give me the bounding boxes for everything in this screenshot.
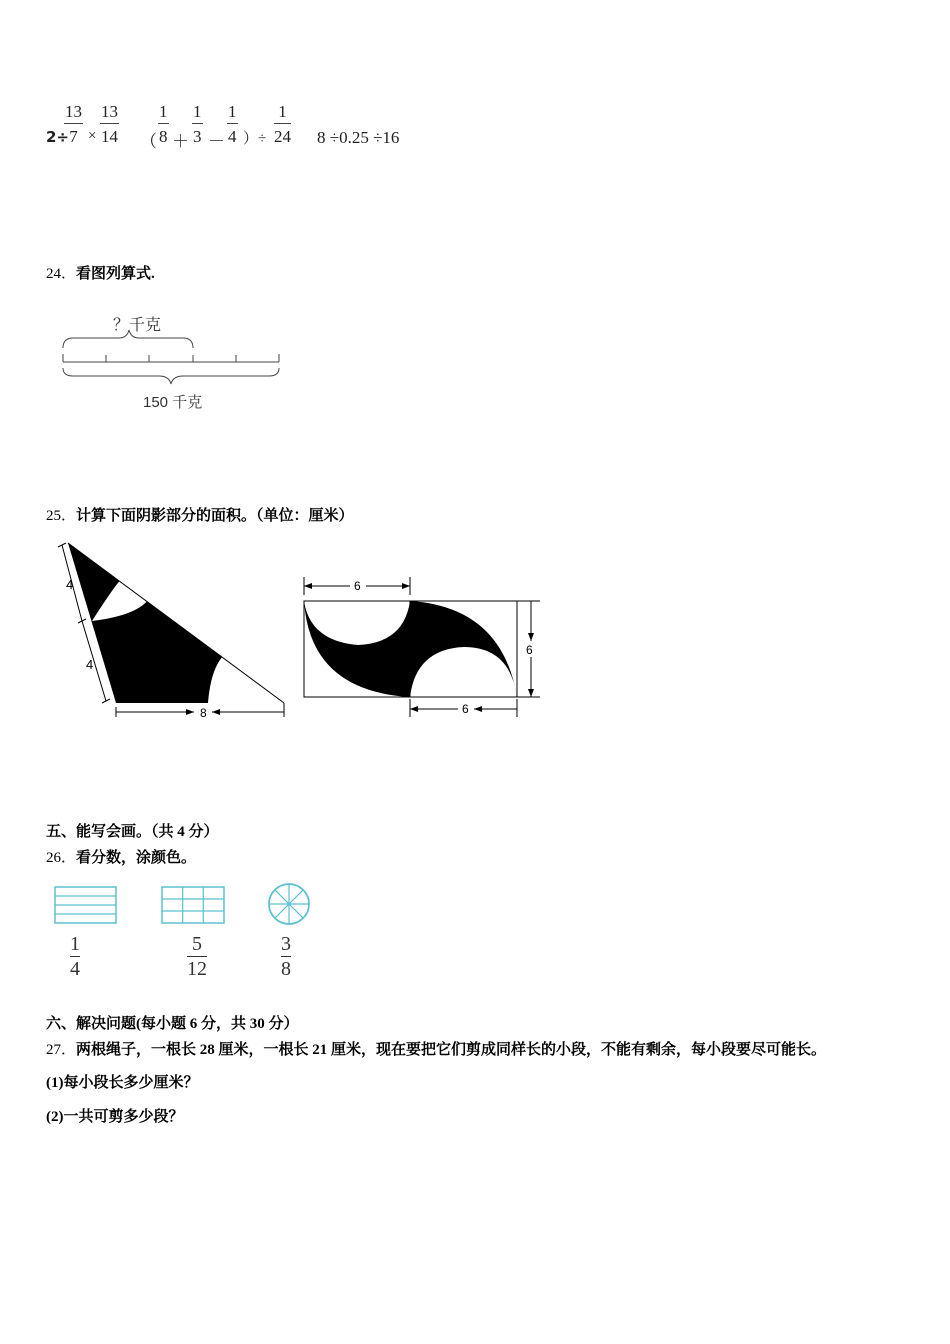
side2-label: 4 <box>86 657 94 672</box>
numerator: 1 <box>193 102 202 121</box>
question-text: 看分数，涂颜色。 <box>76 850 197 866</box>
numerator: 13 <box>101 102 118 121</box>
question-number: 26． <box>46 850 77 866</box>
shaded-figures <box>40 535 550 725</box>
minus-sign: － <box>208 132 225 151</box>
question-26 <box>46 846 196 867</box>
numerator: 5 <box>192 933 202 955</box>
denominator: 8 <box>159 127 168 146</box>
numerator: 1 <box>228 102 237 121</box>
base-label: 8 <box>200 706 207 720</box>
close-paren-divide: ）÷ <box>243 131 267 147</box>
denominator: 14 <box>101 127 118 146</box>
expr1-lead: 2÷ <box>46 128 70 146</box>
q27-sub2: (2)一共可剪多少段？ <box>46 1109 184 1125</box>
bottom-label: 6 <box>462 702 469 716</box>
question-number: 24． <box>46 266 77 282</box>
denominator: 4 <box>228 127 237 146</box>
q27-sub1: (1)每小段长多少厘米？ <box>46 1075 199 1091</box>
rect-four-strips[interactable] <box>54 886 118 926</box>
denominator: 7 <box>69 127 78 146</box>
question-24 <box>46 262 155 283</box>
times-sign: × <box>88 128 97 144</box>
arrow-head <box>212 709 220 715</box>
denominator: 8 <box>281 958 291 980</box>
numerator: 1 <box>278 102 287 121</box>
fraction <box>158 103 169 145</box>
numerator: 1 <box>159 102 168 121</box>
bottom-label: 150 千克 <box>143 394 203 411</box>
numerator: 1 <box>70 933 80 955</box>
rectangle-figure <box>304 577 540 717</box>
question-text: 看图列算式. <box>76 266 155 282</box>
top-label: 6 <box>354 579 361 593</box>
triangle-figure <box>58 543 284 720</box>
arrow-head <box>410 706 418 712</box>
numerator: 3 <box>281 933 291 955</box>
numerator: 13 <box>65 102 82 121</box>
question-text: 计算下面阴影部分的面积。（单位：厘米） <box>76 508 354 524</box>
bottom-brace <box>63 368 279 384</box>
denominator: 3 <box>193 127 202 146</box>
side1-label: 4 <box>66 577 74 592</box>
fraction <box>100 103 119 145</box>
question-text: 两根绳子，一根长 28 厘米，一根长 21 厘米，现在要把它们剪成同样长的小段，不能有剩余，每小段要尽可能长。 <box>76 1042 827 1058</box>
arrow-head <box>474 706 482 712</box>
arrow-head <box>186 709 194 715</box>
segment-diagram <box>55 310 295 420</box>
arrow-head <box>304 583 312 589</box>
fraction <box>64 103 83 145</box>
arrow-head <box>528 633 534 641</box>
fraction-label <box>281 934 291 979</box>
fraction-label <box>187 934 207 979</box>
plus-sign: ＋ <box>172 132 189 151</box>
arrow-head <box>528 689 534 697</box>
question-number: 25． <box>46 508 77 524</box>
fraction <box>274 103 291 145</box>
denominator: 24 <box>274 127 291 146</box>
expr3: 8 ÷0.25 ÷16 <box>317 128 400 147</box>
fraction <box>227 103 238 145</box>
top-label: ？千克 <box>113 317 162 334</box>
question-25 <box>46 504 354 525</box>
open-paren: （ <box>140 132 157 151</box>
question-number: 27． <box>46 1042 77 1058</box>
section-5-title: 五、能写会画。（共 4 分） <box>46 824 219 840</box>
rect-twelve-grid[interactable] <box>161 886 227 926</box>
fraction-label <box>70 934 80 979</box>
arrow-head <box>402 583 410 589</box>
denominator: 4 <box>70 958 80 980</box>
fraction <box>192 103 203 145</box>
denominator: 12 <box>187 958 207 980</box>
section-6-title: 六、解决问题(每小题 6 分，共 30 分） <box>46 1016 299 1032</box>
question-27 <box>46 1038 826 1059</box>
circle-eight-sectors[interactable] <box>266 881 314 929</box>
right-label: 6 <box>526 643 533 657</box>
